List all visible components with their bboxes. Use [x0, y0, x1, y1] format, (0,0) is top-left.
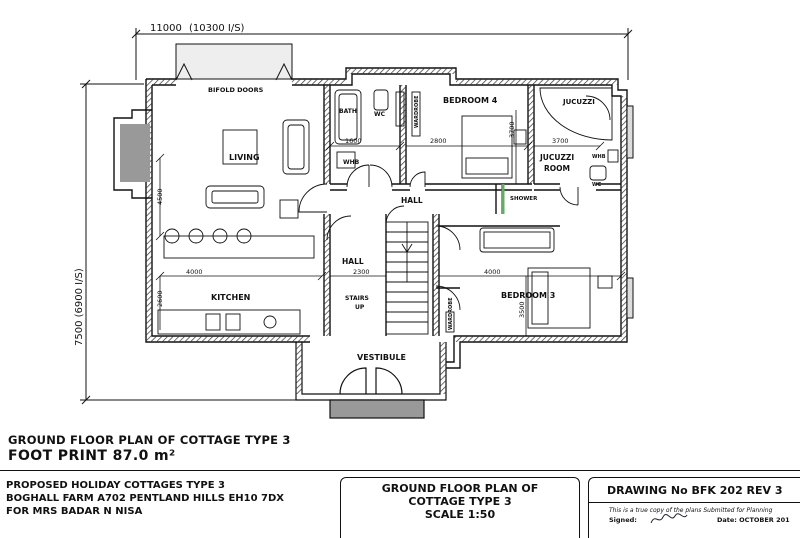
- overall-width-label: 11000: [150, 23, 182, 34]
- drawing-title: [341, 482, 579, 521]
- dim-4000-bed3: 4000: [484, 268, 501, 276]
- staircase: [386, 222, 428, 334]
- bedroom3-label: BEDROOM 3: [501, 291, 556, 300]
- bifold-doors: [176, 44, 292, 80]
- external-wall-fill-top2: [292, 79, 346, 85]
- dim-3500: 3500: [518, 301, 526, 318]
- overall-width-alt-label: (10300 I/S): [189, 23, 245, 34]
- living-label: LIVING: [229, 153, 260, 162]
- external-wall-fill-top4: [456, 79, 618, 85]
- dim-4500: 4500: [156, 188, 164, 205]
- external-wall-fill-top3: [346, 68, 456, 74]
- divider: [589, 502, 800, 503]
- vestibule-label: VESTIBULE: [357, 353, 407, 362]
- drawing-title-line-2: COTTAGE TYPE 3: [408, 495, 512, 508]
- plan-subtitle: FOOT PRINT 87.0 m²: [8, 448, 176, 464]
- bathroom-fixtures: [335, 90, 404, 168]
- wardrobe2-label: WARDROBE: [448, 297, 454, 330]
- wc-label: WC: [374, 111, 386, 118]
- project-line-2: BOGHALL FARM A702 PENTLAND HILLS EH10 7DX: [6, 493, 285, 504]
- internal-wall-fill-3: [400, 85, 406, 184]
- whb-label: WHB: [343, 159, 360, 166]
- jacuzzi-room-label-1: JUCUZZI: [540, 153, 575, 162]
- hall-upper-label: HALL: [401, 196, 423, 205]
- dim-1600: 1600: [345, 137, 362, 145]
- kitchen-units: [158, 310, 300, 334]
- project-line-1: PROPOSED HOLIDAY COTTAGES TYPE 3: [6, 480, 226, 491]
- drawing-number: DRAWING No BFK 202 REV 3: [607, 484, 783, 497]
- dim-3700-bed4: 3700: [508, 121, 516, 138]
- stairs-label-2: UP: [355, 304, 365, 311]
- drawing-title-box: [340, 477, 580, 538]
- bath-label: BATH: [339, 108, 357, 115]
- bedroom3-furniture: [446, 228, 612, 332]
- vestibule-wall-fill-left: [296, 342, 302, 394]
- external-wall-fill-top: [146, 79, 176, 85]
- vestibule-wall-fill-right: [440, 342, 446, 394]
- jacuzzi-room-label-2: ROOM: [544, 164, 570, 173]
- whb2-label: WHB: [592, 154, 606, 160]
- right-windows: [627, 106, 633, 318]
- signed-label: Signed:: [609, 516, 637, 524]
- living-furniture: [164, 120, 314, 258]
- overall-depth-label: 7500 (6900 I/S): [74, 268, 85, 346]
- hall-lower-label: HALL: [342, 257, 364, 266]
- left-dimension-line: [80, 80, 296, 404]
- internal-wall-fill-1: [324, 85, 330, 184]
- dim-2300: 2300: [353, 268, 370, 276]
- shower-label: SHOWER: [510, 196, 538, 202]
- dim-3700-room: 3700: [552, 137, 569, 145]
- jacuzzi-label: JUCUZZI: [563, 98, 595, 106]
- external-wall-fill-right: [621, 96, 627, 342]
- signature-image: [649, 511, 689, 527]
- bifold-doors-label: BIFOLD DOORS: [208, 86, 264, 94]
- drawing-title-line-1: GROUND FLOOR PLAN OF: [381, 482, 539, 495]
- wardrobe1-label: WARDROBE: [414, 95, 420, 128]
- date-label: Date: OCTOBER 201: [717, 516, 790, 524]
- plan-title: GROUND FLOOR PLAN OF COTTAGE TYPE 3: [8, 433, 291, 447]
- internal-wall-fill-2: [324, 214, 330, 336]
- kitchen-label: KITCHEN: [211, 293, 251, 302]
- stairs-label-1: STAIRS: [345, 295, 369, 302]
- true-copy-note: This is a true copy of the plans Submitted for Planning: [609, 507, 773, 514]
- dim-2600: 2600: [156, 290, 164, 307]
- project-details: [6, 479, 284, 518]
- external-wall-fill-bottom: [152, 336, 310, 342]
- bedroom4-label: BEDROOM 4: [443, 96, 498, 105]
- internal-wall-fill-5: [433, 214, 439, 336]
- dim-4000-kitchen: 4000: [186, 268, 203, 276]
- drawing-scale: SCALE 1:50: [424, 508, 496, 521]
- dim-2800: 2800: [430, 137, 447, 145]
- drawing-number-box: [588, 477, 800, 538]
- project-line-3: FOR MRS BADAR N NISA: [6, 506, 143, 517]
- external-wall-fill-left: [146, 85, 152, 342]
- title-block: [0, 470, 800, 533]
- external-wall-fill-bottom2: [454, 336, 621, 342]
- wc2-label: WC: [592, 182, 602, 188]
- internal-wall-fill-4: [528, 85, 534, 184]
